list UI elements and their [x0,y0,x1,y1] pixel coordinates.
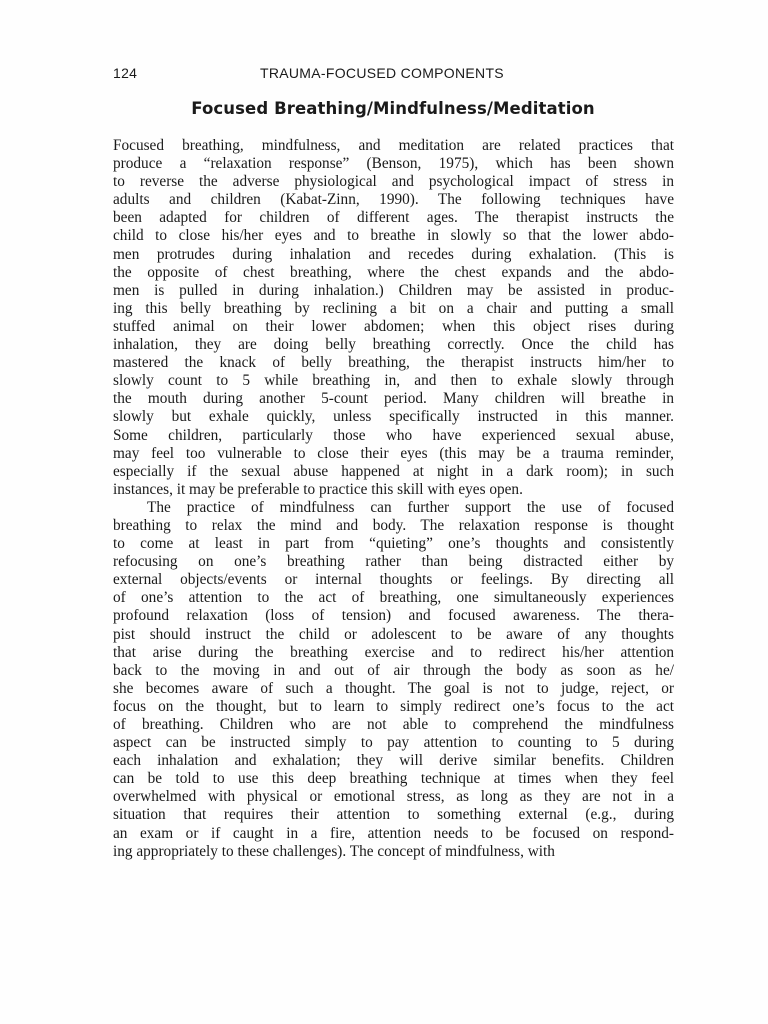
text-line: instances, it may be preferable to practice this skill with eyes open. [113,480,523,498]
text-line: aspect can be instructed simply to pay attention to counting to 5 during [113,734,674,752]
text-line: produce a “relaxation response” (Benson, 1975), which has been shown [113,155,674,173]
text-line: profound relaxation (loss of tension) and focused awareness. The thera- [113,607,674,625]
text-line: slowly but exhale quickly, unless specifically instructed in this manner. [113,408,674,426]
text-line: an exam or if caught in a fire, attention needs to be focused on respond- [113,824,674,842]
text-line: mastered the knack of belly breathing, the therapist instructs him/her to [113,354,674,372]
text-line: pist should instruct the child or adolescent to be aware of any thoughts [113,625,674,643]
text-line: to reverse the adverse physiological and psychological impact of stress in [113,173,674,191]
text-line: inhalation, they are doing belly breathing correctly. Once the child has [113,336,674,354]
text-line: men is pulled in during inhalation.) Children may be assisted in produc- [113,281,674,299]
paragraph-2 [113,499,674,861]
paragraph-1 [113,137,674,499]
text-line: breathing to relax the mind and body. The relaxation response is thought [113,516,674,534]
text-line: back to the moving in and out of air through the body as soon as he/ [113,661,674,679]
text-line: Focused breathing, mindfulness, and meditation are related practices that [113,137,674,154]
text-line: she becomes aware of such a thought. The goal is not to judge, reject, or [113,679,674,697]
body-text [113,137,674,861]
text-line: adults and children (Kabat-Zinn, 1990). The following techniques have [113,191,674,209]
text-line: can be told to use this deep breathing technique at times when they feel [113,770,674,788]
text-line: ing this belly breathing by reclining a bit on a chair and putting a small [113,299,674,317]
running-header [113,65,673,85]
section-title: Focused Breathing/Mindfulness/Meditation [191,99,595,118]
text-line: of one’s attention to the act of breathing, one simultaneously experiences [113,589,674,607]
text-line: may feel too vulnerable to close their eyes (this may be a trauma reminder, [113,444,674,462]
text-line: of breathing. Children who are not able to comprehend the mindfulness [113,716,674,733]
text-line: The practice of mindfulness can further support the use of focused [147,498,674,516]
text-line: child to close his/her eyes and to breathe in slowly so that the lower abdo- [113,227,674,245]
text-line: Some children, particularly those who have experienced sexual abuse, [113,426,674,444]
text-line: situation that requires their attention to something external (e.g., during [113,806,674,824]
text-line: especially if the sexual abuse happened at night in a dark room); in such [113,462,674,480]
page-number: 124 [113,65,138,81]
text-line: to come at least in part from “quieting” one’s thoughts and consistently [113,535,674,553]
text-line: external objects/events or internal thoughts or feelings. By directing all [113,571,674,589]
running-title: TRAUMA-FOCUSED COMPONENTS [260,65,504,81]
text-line: stuffed animal on their lower abdomen; when this object rises during [113,317,674,335]
text-line: slowly count to 5 while breathing in, and then to exhale slowly through [113,372,674,390]
text-line: the mouth during another 5-count period. Many children will breathe in [113,390,674,408]
text-line: that arise during the breathing exercise and to redirect his/her attention [113,643,674,661]
text-line: overwhelmed with physical or emotional stress, as long as they are not in a [113,788,674,806]
text-line: been adapted for children of different ages. The therapist instructs the [113,209,674,227]
text-line: men protrudes during inhalation and recedes during exhalation. (This is [113,245,674,263]
text-line: each inhalation and exhalation; they will derive similar benefits. Children [113,752,674,770]
text-line: refocusing on one’s breathing rather than being distracted either by [113,553,674,571]
text-line: focus on the thought, but to learn to simply redirect one’s focus to the act [113,697,674,715]
text-line: ing appropriately to these challenges). The concept of mindfulness, with [113,842,555,860]
text-line: the opposite of chest breathing, where the chest expands and the abdo- [113,263,674,281]
